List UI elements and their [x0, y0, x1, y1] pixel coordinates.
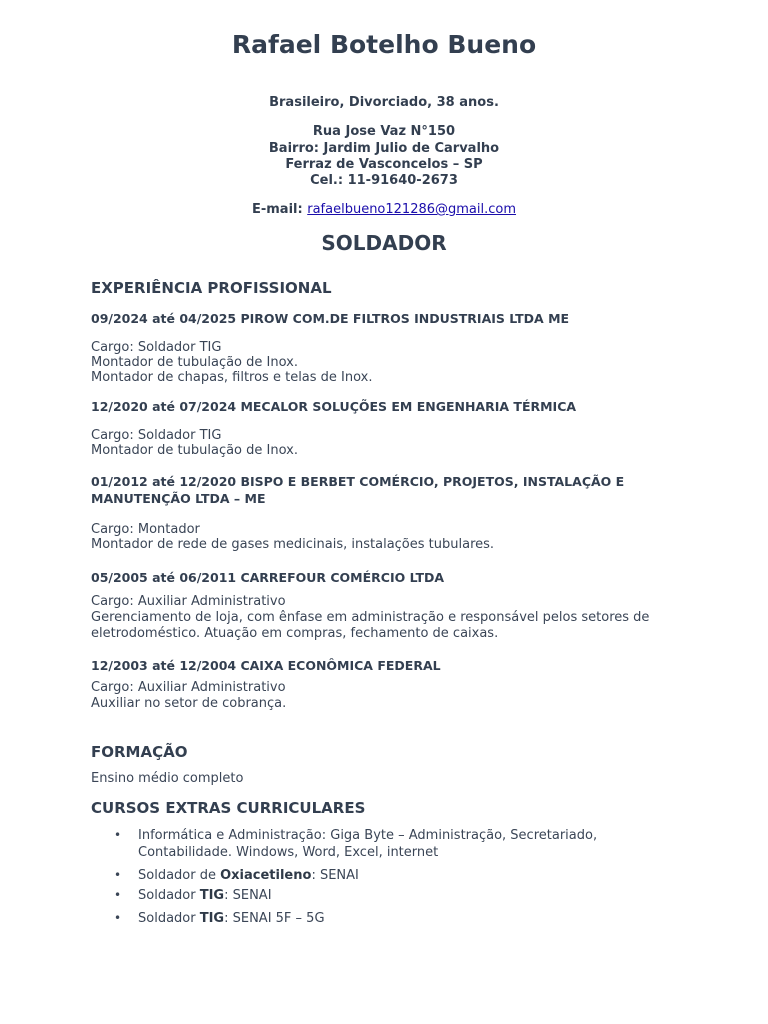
bullet-icon: •: [114, 868, 122, 882]
job-title-continued: MANUTENÇÃO LTDA – ME: [91, 491, 266, 506]
job-title: 12/2020 até 07/2024 MECALOR SOLUÇÕES EM ENGENHARIA TÉRMICA: [91, 399, 577, 414]
personal-info: Brasileiro, Divorciado, 38 anos.: [269, 95, 499, 110]
job-detail-line: Montador de rede de gases medicinais, instalações tubulares.: [91, 537, 495, 552]
course-item: [138, 867, 628, 884]
address-city: Ferraz de Vasconcelos – SP: [285, 157, 483, 172]
bullet-icon: •: [114, 888, 122, 902]
education-heading: FORMAÇÃO: [91, 743, 188, 761]
course-text: Soldador de: [138, 868, 221, 883]
course-item: [138, 887, 628, 904]
course-text: Soldador: [138, 911, 200, 926]
address-street: Rua Jose Vaz N°150: [312, 124, 456, 139]
bullet-icon: •: [114, 828, 122, 842]
job-detail-line: Gerenciamento de loja, com ênfase em administração e responsável pelos setores de: [91, 610, 650, 625]
experience-heading: EXPERIÊNCIA PROFISSIONAL: [91, 279, 332, 297]
bullet-icon: •: [114, 911, 122, 925]
course-item-continued: Contabilidade. Windows, Word, Excel, internet: [138, 845, 439, 860]
job-detail-line: Montador de tubulação de Inox.: [91, 355, 298, 370]
course-text: Soldador: [138, 888, 200, 903]
job-title: 09/2024 até 04/2025 PIROW COM.DE FILTROS INDUSTRIAIS LTDA ME: [91, 311, 570, 326]
course-text: : SENAI: [224, 888, 272, 903]
job-title: 12/2003 até 12/2004 CAIXA ECONÔMICA FEDERAL: [91, 658, 441, 673]
course-item: [138, 910, 628, 927]
job-role-title: SOLDADOR: [321, 231, 447, 255]
courses-heading: CURSOS EXTRAS CURRICULARES: [91, 799, 366, 817]
course-text: : SENAI 5F – 5G: [224, 911, 325, 926]
job-detail-line: eletrodoméstico. Atuação em compras, fechamento de caixas.: [91, 626, 499, 641]
job-detail-line: Montador de tubulação de Inox.: [91, 443, 298, 458]
email-line: [0, 202, 768, 218]
course-text-bold: TIG: [199, 911, 225, 926]
job-detail-line: Cargo: Auxiliar Administrativo: [91, 680, 286, 695]
email-label: E-mail:: [251, 202, 303, 217]
job-title: 05/2005 até 06/2011 CARREFOUR COMÉRCIO LTDA: [91, 570, 445, 585]
job-detail-line: Auxiliar no setor de cobrança.: [91, 696, 287, 711]
address-district: Bairro: Jardim Julio de Carvalho: [268, 141, 500, 156]
job-detail-line: Cargo: Soldador TIG: [91, 340, 222, 355]
job-detail-line: Cargo: Soldador TIG: [91, 428, 222, 443]
course-text-bold: Oxiacetileno: [220, 868, 312, 883]
phone-number: Cel.: 11-91640-2673: [310, 173, 458, 188]
candidate-name: Rafael Botelho Bueno: [231, 30, 537, 59]
job-title: 01/2012 até 12/2020 BISPO E BERBET COMÉRCIO, PROJETOS, INSTALAÇÃO E: [91, 474, 625, 489]
job-detail-line: Cargo: Montador: [91, 522, 200, 537]
course-item: Informática e Administração: Giga Byte – Administração, Secretariado,: [138, 828, 598, 843]
course-text-bold: TIG: [199, 888, 225, 903]
email-link[interactable]: rafaelbueno121286@gmail.com: [307, 202, 517, 217]
job-detail-line: Montador de chapas, filtros e telas de Inox.: [91, 370, 373, 385]
course-text: : SENAI: [311, 868, 359, 883]
education-text: Ensino médio completo: [91, 771, 244, 786]
job-detail-line: Cargo: Auxiliar Administrativo: [91, 594, 286, 609]
